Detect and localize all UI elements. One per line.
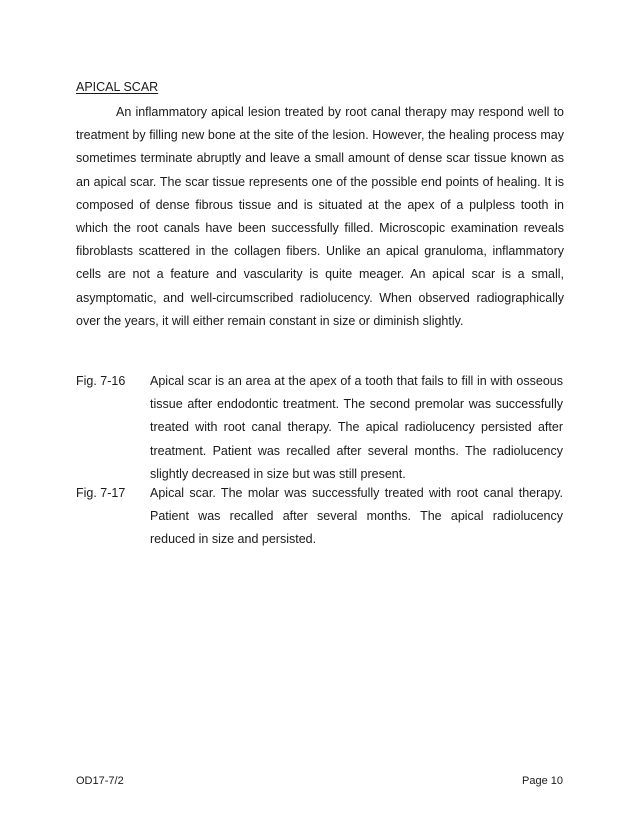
body-paragraph: An inflammatory apical lesion treated by root canal therapy may respond well to treatment by filling new bone at the site of the lesion. However, the healing process may sometimes terminate abruptly and leave a small amount of dense scar tissue known as an apical scar. The scar tissue represents one of the possible end points of healing. It is composed of dense fibrous tissue and is situated at the apex of a pulpless tooth in which the root canals have been successfully filled. Microscopic examination reveals fibroblasts scattered in the collagen fibers. Unlike an apical granuloma, inflammatory cells are not a feature and vascularity is quite meager. An apical scar is a small, asymptomatic, and well-circumscribed radiolucency. When observed radiographically over the years, it will either remain constant in size or diminish slightly. bbox=[76, 105, 564, 328]
footer-document-code: OD17-7/2 bbox=[76, 775, 124, 787]
figure-label: Fig. 7-17 bbox=[76, 486, 126, 500]
footer-page-number: Page 10 bbox=[522, 775, 563, 787]
figure-caption: Apical scar is an area at the apex of a tooth that fails to fill in with osseous tissue after endodontic treatment. The second premolar was successfully treated with root canal therapy. The apical radiolucency persisted after treatment. Patient was recalled after several months. The radiolucency slightly decreased in size but was still present. bbox=[150, 374, 563, 481]
figure-caption: Apical scar. The molar was successfully treated with root canal therapy. Patient was recalled after several months. The apical radiolucency reduced in size and persisted. bbox=[150, 486, 563, 547]
section-heading: APICAL SCAR bbox=[76, 80, 159, 94]
figure-label: Fig. 7-16 bbox=[76, 374, 126, 388]
